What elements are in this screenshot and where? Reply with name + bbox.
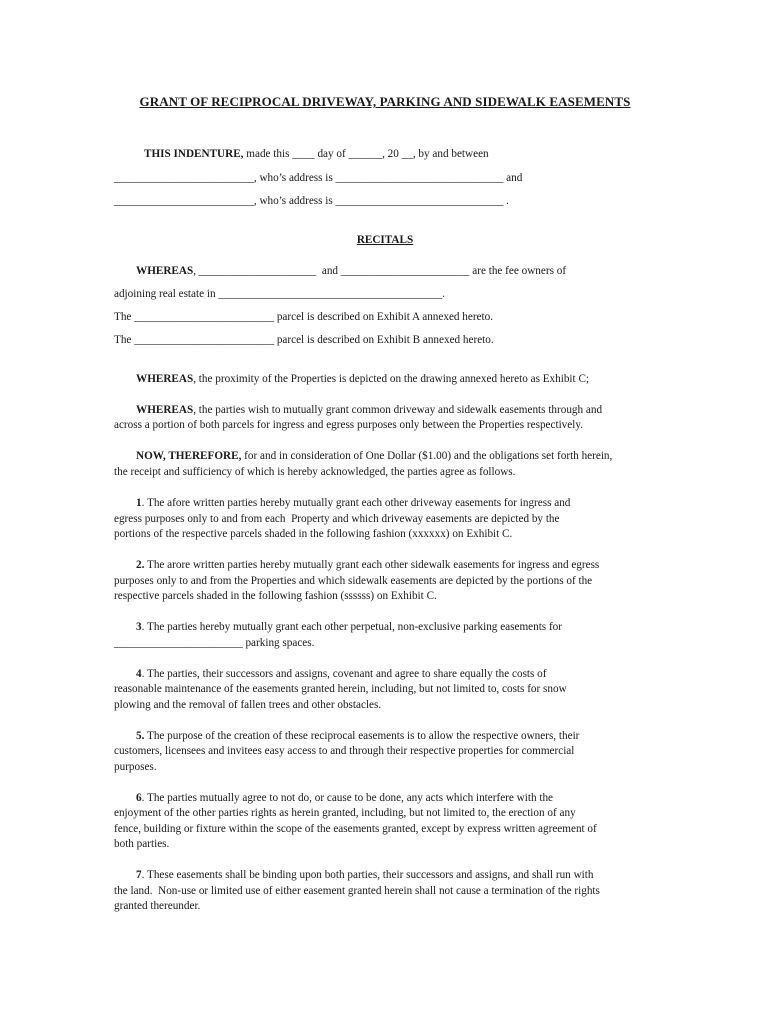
clause-7-line: granted thereunder. xyxy=(114,900,201,912)
clause-6-line: both parties. xyxy=(114,838,170,850)
clause-2-first-text: The arore written parties hereby mutually grant each other sidewalk easements for ingress and egress xyxy=(144,559,600,571)
clause-3-first-text: . The parties hereby mutually grant each other perpetual, non-exclusive parking easements for xyxy=(141,621,563,633)
whereas3-line xyxy=(136,403,602,417)
parcel-b-line: The _________________________ parcel is described on Exhibit B annexed hereto. xyxy=(114,334,494,346)
clause-6-line: enjoyment of the other parties rights as herein granted, including, but not limited to, the erection of any xyxy=(114,807,576,819)
clause-2-first-line xyxy=(136,558,599,572)
document-title: GRANT OF RECIPROCAL DRIVEWAY, PARKING AND SIDEWALK EASEMENTS xyxy=(139,94,631,109)
whereas1-line xyxy=(136,264,566,278)
whereas1-line2: adjoining real estate in ________________________________________. xyxy=(114,288,445,300)
clause-5-line: purposes. xyxy=(114,761,157,773)
clause-3-number: 3 xyxy=(136,621,142,633)
now-therefore-lead: NOW, THEREFORE, xyxy=(136,450,242,462)
whereas2-lead: WHEREAS xyxy=(136,373,194,385)
whereas3-line2: across a portion of both parcels for ingress and egress purposes only between the Properties respectively. xyxy=(114,419,584,431)
whereas2-line xyxy=(136,372,589,386)
whereas3-lead: WHEREAS xyxy=(136,404,194,416)
clause-7-number: 7 xyxy=(136,869,142,881)
clause-7-line: the land. Non-use or limited use of either easement granted herein shall not cause a termination of the rights xyxy=(114,885,600,897)
clause-1-number: 1 xyxy=(136,497,142,509)
clause-6-first-line xyxy=(136,791,553,805)
intro-lead: THIS INDENTURE, xyxy=(144,148,244,160)
intro-rest: made this ____ day of ______, 20 __, by and between xyxy=(243,148,489,160)
parcel-a-line: The _________________________ parcel is described on Exhibit A annexed hereto. xyxy=(114,311,494,323)
clause-2-number: 2. xyxy=(136,559,145,571)
clause-3-first-line xyxy=(136,620,562,634)
clause-2-line: purposes only to and from the Properties and which sidewalk easements are depicted by the portions of the xyxy=(114,575,593,587)
now-therefore-rest: for and in consideration of One Dollar ($1.00) and the obligations set forth herein, xyxy=(241,450,613,462)
whereas2-rest: , the proximity of the Properties is depicted on the drawing annexed hereto as Exhibit C; xyxy=(193,373,590,385)
intro-line xyxy=(144,147,489,161)
whereas1-lead: WHEREAS xyxy=(136,265,194,277)
clause-5-line: customers, licensees and invitees easy access to and through their respective properties for commercial xyxy=(114,745,575,757)
clause-7-first-text: . These easements shall be binding upon both parties, their successors and assigns, and shall run with xyxy=(141,869,594,881)
whereas1-rest: , _____________________ and _______________________ are the fee owners of xyxy=(193,265,567,277)
clause-6-first-text: . The parties mutually agree to not do, or cause to be done, any acts which interfere with the xyxy=(141,792,554,804)
clause-4-first-line xyxy=(136,667,547,681)
whereas3-rest: , the parties wish to mutually grant common driveway and sidewalk easements through and xyxy=(193,404,603,416)
clause-5-first-text: The purpose of the creation of these reciprocal easements is to allow the respective owners, their xyxy=(144,730,580,742)
clause-6-line: fence, building or fixture within the scope of the easements granted, except by express written agreement of xyxy=(114,823,597,835)
clause-2-line: respective parcels shaded in the following fashion (ssssss) on Exhibit C. xyxy=(114,590,437,602)
clause-3-line: _______________________ parking spaces. xyxy=(114,637,315,649)
clause-4-line: plowing and the removal of fallen trees and other obstacles. xyxy=(114,699,382,711)
party1-line: _________________________, who’s address is ______________________________ and xyxy=(114,172,523,184)
now-therefore-line2: the receipt and sufficiency of which is hereby acknowledged, the parties agree as follows. xyxy=(114,466,516,478)
clause-1-first-text: . The afore written parties hereby mutually grant each other driveway easements for ingress and xyxy=(141,497,571,509)
clause-1-line: egress purposes only to and from each Property and which driveway easements are depicted by the xyxy=(114,513,560,525)
now-therefore-line xyxy=(136,449,612,463)
clause-7-first-line xyxy=(136,868,593,882)
clause-1-first-line xyxy=(136,496,570,510)
recitals-heading: RECITALS xyxy=(356,234,414,246)
clause-4-first-text: . The parties, their successors and assigns, covenant and agree to share equally the costs of xyxy=(141,668,547,680)
clause-4-number: 4 xyxy=(136,668,142,680)
clause-5-first-line xyxy=(136,729,579,743)
clause-4-line: reasonable maintenance of the easements granted herein, including, but not limited to, costs for snow xyxy=(114,683,567,695)
clause-5-number: 5. xyxy=(136,730,145,742)
clause-6-number: 6 xyxy=(136,792,142,804)
clause-1-line: portions of the respective parcels shaded in the following fashion (xxxxxx) on Exhibit C. xyxy=(114,528,513,540)
party2-line: _________________________, who’s address is ______________________________ . xyxy=(114,195,509,207)
